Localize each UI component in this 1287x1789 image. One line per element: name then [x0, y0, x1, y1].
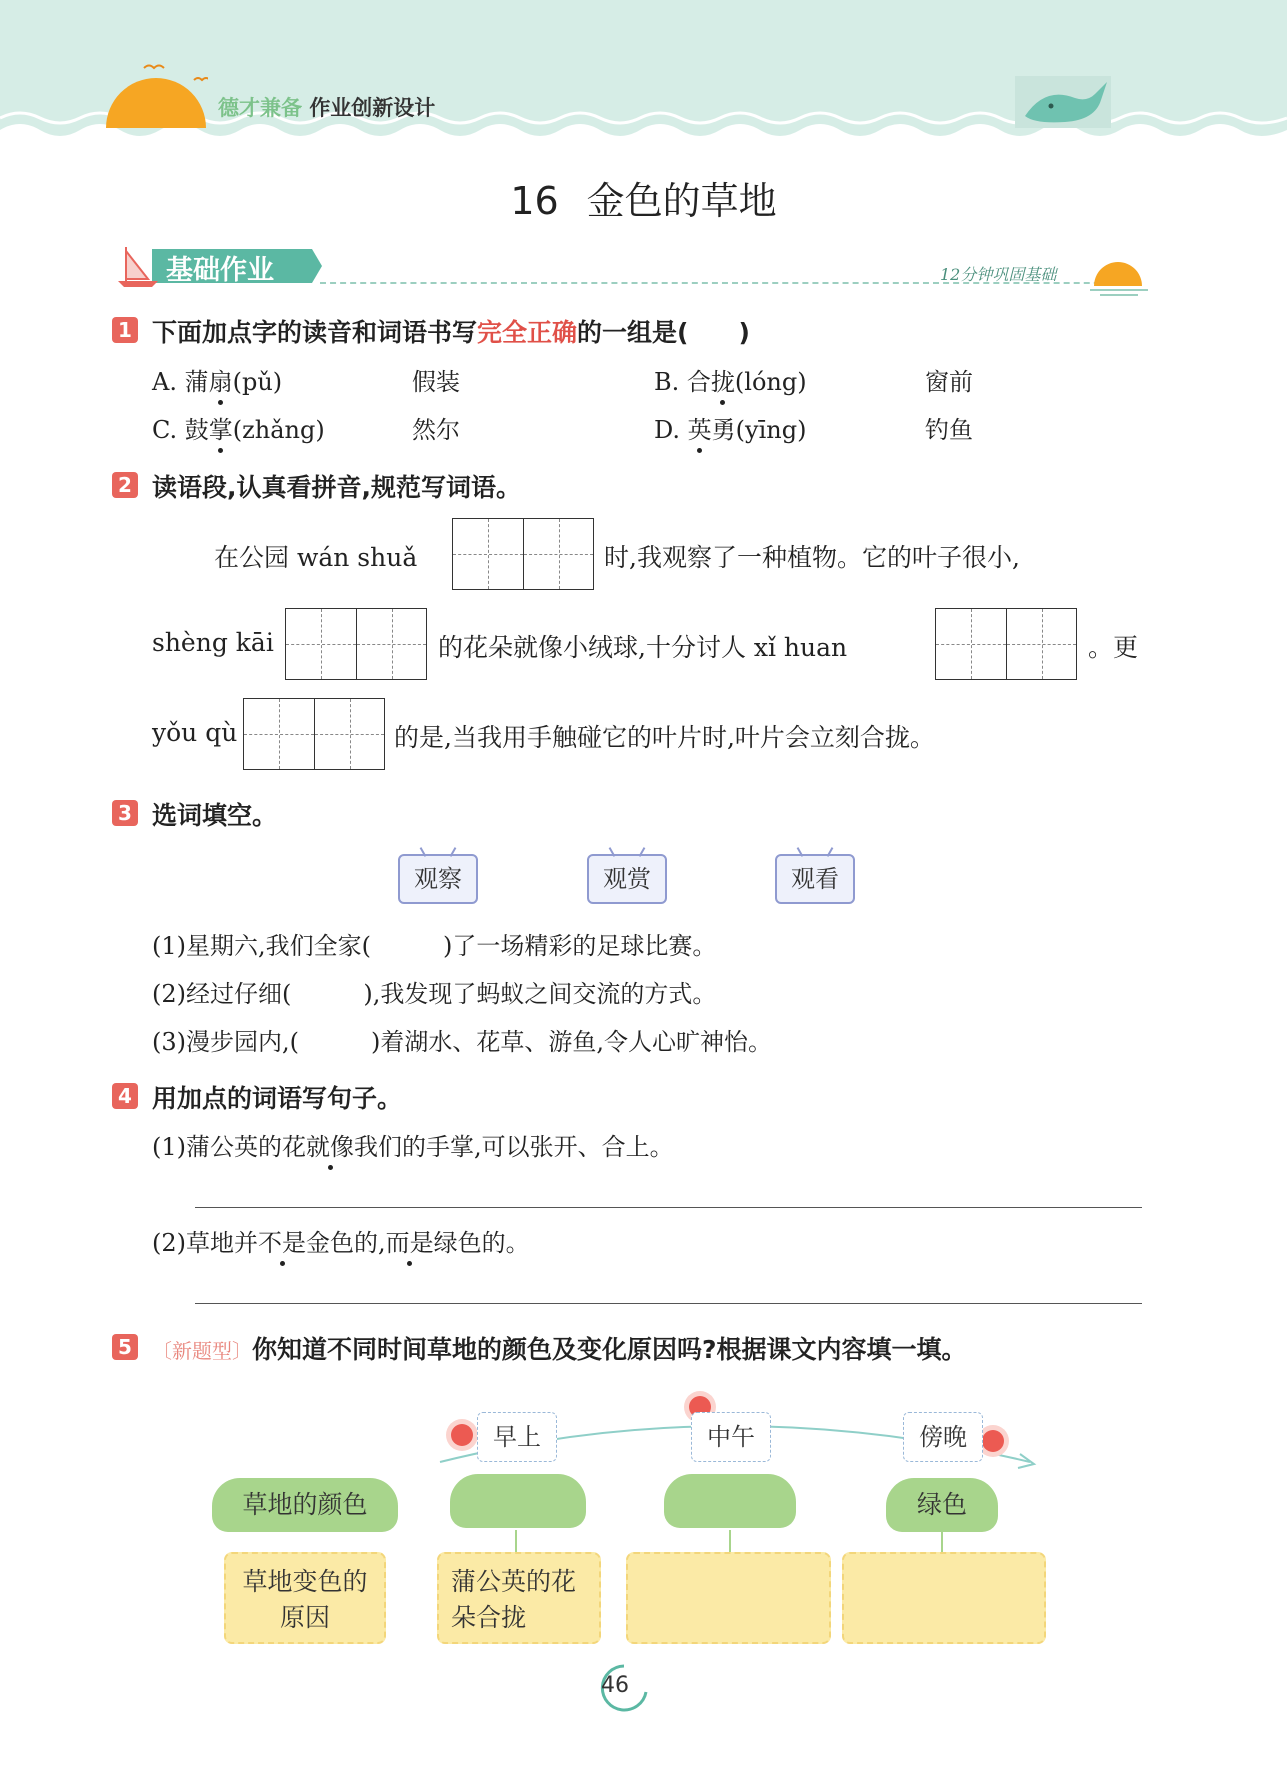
q3-number: 3: [112, 800, 138, 826]
stem-noon: [729, 1530, 731, 1552]
q1-option-b-word: 窗前: [925, 368, 973, 396]
q2-number: 2: [112, 472, 138, 498]
q1-prompt-a: 下面加点字的读音和词语书写: [152, 318, 478, 347]
q4-s2-start: (2)草地并: [152, 1229, 258, 1257]
section-note: 12分钟巩固基础: [940, 265, 1057, 284]
q4-prompt: 用加点的词语写句子。: [152, 1084, 403, 1113]
q1-option-b-pinyin: (lóng): [734, 368, 807, 396]
q1-option-d-pinyin: 勇(yīng): [711, 416, 807, 444]
q3-item-2: (2)经过仔细( ),我发现了蚂蚁之间交流的方式。: [152, 980, 717, 1008]
q2-line2-middle: 的花朵就像小绒球,十分讨人 xǐ huan: [438, 633, 848, 662]
q3-word-card-2[interactable]: 观赏: [587, 854, 667, 904]
q2-writing-box-1[interactable]: [452, 518, 594, 590]
q2-line3-end: 的是,当我用手触碰它的叶片时,叶片会立刻合拢。: [394, 723, 935, 752]
reason-evening[interactable]: [842, 1552, 1046, 1644]
q1-option-d[interactable]: [654, 410, 806, 445]
q5-prompt-text: 你知道不同时间草地的颜色及变化原因吗?根据课文内容填一填。: [252, 1335, 967, 1364]
reason-morning[interactable]: 蒲公英的花朵合拢: [437, 1552, 601, 1644]
sunset-icon: [1090, 252, 1150, 298]
q1-prompt-emphasis: 完全正确: [477, 318, 578, 347]
q5-new-type-tag: 〔新题型〕: [152, 1339, 252, 1363]
q2-line1-start: 在公园 wán shuǎ: [214, 543, 418, 572]
lesson-number: 16: [510, 179, 559, 223]
q4-answer-line-1[interactable]: [195, 1207, 1142, 1208]
q5-number: 5: [112, 1334, 138, 1360]
q1-prompt: [152, 313, 750, 349]
q1-option-d-word: 钓鱼: [925, 416, 973, 444]
lesson-title-text: 金色的草地: [586, 179, 777, 223]
q2-prompt: 读语段,认真看拼音,规范写词语。: [152, 473, 521, 502]
q3-word-card-3[interactable]: 观看: [775, 854, 855, 904]
q5-prompt: [152, 1330, 967, 1366]
grass-color-evening[interactable]: 绿色: [886, 1478, 998, 1532]
lesson-title: [0, 170, 1287, 225]
q1-option-c-dotted-char: 掌: [208, 416, 233, 444]
series-title-part2: 作业创新设计: [309, 96, 436, 120]
series-title: [218, 92, 435, 122]
q4-answer-line-2[interactable]: [195, 1303, 1142, 1304]
q2-line2-end: 。更: [1088, 633, 1139, 662]
q4-sentence-2: [152, 1223, 530, 1258]
q2-line1-end: 时,我观察了一种植物。它的叶子很小,: [604, 543, 1020, 572]
time-noon: 中午: [691, 1412, 771, 1462]
q4-s2-end: 绿色的。: [433, 1229, 530, 1257]
row-label-grass-color: 草地的颜色: [212, 1478, 398, 1532]
q1-prompt-b: 的一组是( ): [577, 318, 750, 347]
q1-option-a-word: 假装: [412, 368, 460, 396]
q1-option-d-prefix: D.: [654, 416, 688, 444]
q4-s1-dotted-word: 就像: [306, 1133, 354, 1161]
q4-s1-start: (1)蒲公英的花: [152, 1133, 306, 1161]
q3-item-1: (1)星期六,我们全家( )了一场精彩的足球比赛。: [152, 932, 717, 960]
stem-evening: [941, 1530, 943, 1552]
q1-option-a-pinyin: (pǔ): [232, 368, 283, 396]
section-label: 基础作业: [166, 255, 274, 286]
q1-option-c-prefix: C. 鼓: [152, 416, 209, 444]
q1-option-c[interactable]: [152, 410, 325, 445]
series-title-part1: 德才兼备: [218, 96, 302, 120]
q3-item-3: (3)漫步园内,( )着湖水、花草、游鱼,令人心旷神怡。: [152, 1028, 772, 1056]
q4-s2-dotted-word-1: 不是: [258, 1229, 306, 1257]
row-label-reason: 草地变色的原因: [224, 1552, 386, 1644]
q4-s2-dotted-word-2: 而是: [385, 1229, 434, 1257]
q2-writing-box-3[interactable]: [935, 608, 1077, 680]
q1-option-a[interactable]: [152, 362, 282, 397]
q4-sentence-1: [152, 1127, 674, 1162]
q4-number: 4: [112, 1083, 138, 1109]
grass-color-morning[interactable]: [450, 1474, 586, 1528]
q2-line3-start: yǒu qù: [152, 718, 238, 747]
reason-noon[interactable]: [626, 1552, 831, 1644]
q1-number: 1: [112, 317, 138, 343]
morning-sun-icon: [451, 1424, 473, 1446]
q4-s1-end: 我们的手掌,可以张开、合上。: [354, 1133, 674, 1161]
q1-option-a-dotted-char: 扇: [208, 368, 233, 396]
q3-word-card-1[interactable]: 观察: [398, 854, 478, 904]
time-morning: 早上: [477, 1412, 557, 1462]
q1-option-a-prefix: A. 蒲: [152, 368, 209, 396]
q1-option-d-dotted-char: 英: [687, 416, 712, 444]
q2-writing-box-2[interactable]: [285, 608, 427, 680]
q4-s2-middle: 金色的,: [306, 1229, 386, 1257]
sun-logo-icon: [104, 60, 208, 130]
q1-option-c-pinyin: (zhǎng): [232, 416, 325, 444]
time-evening: 傍晚: [903, 1412, 983, 1462]
q1-option-b-dotted-char: 拢: [710, 368, 735, 396]
q1-option-b-prefix: B. 合: [654, 368, 711, 396]
q1-option-c-word: 然尔: [412, 416, 460, 444]
q1-option-b[interactable]: [654, 362, 807, 397]
grass-color-noon[interactable]: [664, 1474, 796, 1528]
whale-icon: [1015, 76, 1115, 132]
q3-prompt: 选词填空。: [152, 801, 278, 830]
q2-writing-box-4[interactable]: [243, 698, 385, 770]
evening-sun-icon: [982, 1430, 1004, 1452]
stem-morning: [515, 1530, 517, 1552]
page-number: 46: [601, 1673, 629, 1698]
q2-line2-start: shèng kāi: [152, 628, 274, 657]
